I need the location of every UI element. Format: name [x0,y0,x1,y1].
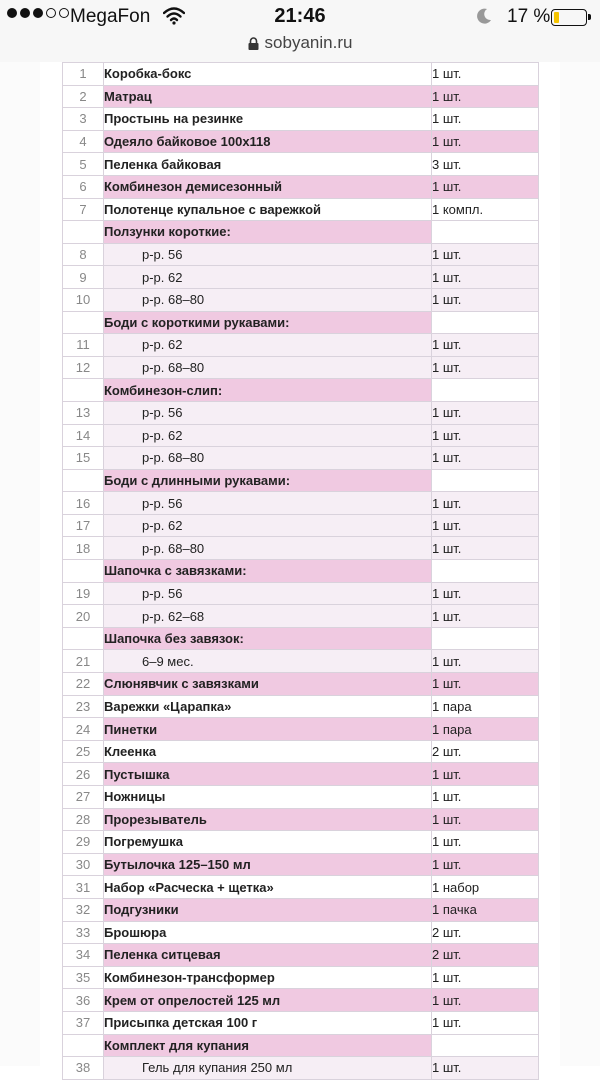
item-quantity: 1 шт. [432,989,539,1012]
item-name: р-р. 56 [104,492,432,515]
table-row [63,673,539,696]
row-number: 24 [63,718,104,741]
item-name: Комбинезон-слип: [104,379,432,402]
item-quantity: 1 шт. [432,288,539,311]
lock-icon [248,35,259,55]
table-row [63,1057,539,1080]
item-name: Бутылочка 125–150 мл [104,853,432,876]
row-number [63,627,104,650]
table-row [63,130,539,153]
table-row [63,786,539,809]
row-number: 26 [63,763,104,786]
row-number: 15 [63,447,104,470]
item-quantity: 1 шт. [432,424,539,447]
item-name: р-р. 68–80 [104,356,432,379]
item-quantity: 1 шт. [432,266,539,289]
item-name: Коробка-бокс [104,63,432,86]
table-row [63,63,539,86]
table-row [63,808,539,831]
item-quantity: 2 шт. [432,944,539,967]
table-row [63,718,539,741]
row-number: 14 [63,424,104,447]
table-row [63,740,539,763]
row-number [63,221,104,244]
table-row [63,492,539,515]
item-quantity: 1 пара [432,718,539,741]
item-quantity: 1 шт. [432,582,539,605]
row-number: 21 [63,650,104,673]
status-bar [0,0,600,62]
item-name: Ножницы [104,786,432,809]
row-number [63,311,104,334]
url-domain[interactable]: sobyanin.ru [264,33,353,52]
item-quantity: 1 шт. [432,175,539,198]
item-name: Крем от опрелостей 125 мл [104,989,432,1012]
item-name: р-р. 68–80 [104,537,432,560]
item-name: Простынь на резинке [104,108,432,131]
item-name: Гель для купания 250 мл [104,1057,432,1080]
row-number: 23 [63,695,104,718]
table-row [63,695,539,718]
row-number: 37 [63,1011,104,1034]
item-quantity: 1 шт. [432,763,539,786]
row-number: 8 [63,243,104,266]
item-name: Погремушка [104,831,432,854]
table-row [63,85,539,108]
item-name: Полотенце купальное с варежкой [104,198,432,221]
table-row [63,853,539,876]
row-number: 1 [63,63,104,86]
table-group-row [63,1034,539,1057]
item-quantity: 1 шт. [432,514,539,537]
row-number: 16 [63,492,104,515]
row-number: 31 [63,876,104,899]
carrier-name: MegaFon [70,6,151,27]
item-quantity: 1 шт. [432,85,539,108]
item-quantity [432,469,539,492]
table-group-row [63,311,539,334]
table-row [63,876,539,899]
item-quantity: 2 шт. [432,921,539,944]
row-number [63,1034,104,1057]
battery-level-fill [554,12,559,23]
table-row [63,108,539,131]
table-row [63,198,539,221]
item-quantity: 1 шт. [432,537,539,560]
do-not-disturb-moon-icon [475,7,493,31]
row-number: 7 [63,198,104,221]
item-name: р-р. 62 [104,334,432,357]
row-number: 34 [63,944,104,967]
row-number: 20 [63,605,104,628]
item-quantity: 1 шт. [432,108,539,131]
row-number: 19 [63,582,104,605]
item-name: Боди с длинными рукавами: [104,469,432,492]
page-content [0,62,600,1076]
item-name: Пинетки [104,718,432,741]
table-row [63,763,539,786]
item-quantity: 1 шт. [432,492,539,515]
table-row [63,288,539,311]
item-name: Присыпка детская 100 г [104,1011,432,1034]
row-number: 10 [63,288,104,311]
item-quantity: 1 шт. [432,63,539,86]
table-group-row [63,560,539,583]
row-number: 36 [63,989,104,1012]
item-quantity: 1 шт. [432,673,539,696]
item-name: Слюнявчик с завязками [104,673,432,696]
item-quantity: 2 шт. [432,740,539,763]
item-name: р-р. 62 [104,266,432,289]
table-group-row [63,221,539,244]
item-quantity [432,221,539,244]
item-name: Комбинезон демисезонный [104,175,432,198]
item-name: Клеенка [104,740,432,763]
item-name: Комбинезон-трансформер [104,966,432,989]
table-row [63,831,539,854]
table-row [63,175,539,198]
table-row [63,944,539,967]
item-name: Одеяло байковое 100х118 [104,130,432,153]
row-number: 28 [63,808,104,831]
row-number: 22 [63,673,104,696]
item-name: р-р. 68–80 [104,288,432,311]
table-row [63,650,539,673]
item-quantity: 1 пара [432,695,539,718]
table-row [63,605,539,628]
item-quantity: 3 шт. [432,153,539,176]
item-name: р-р. 62 [104,424,432,447]
item-name: Прорезыватель [104,808,432,831]
item-quantity [432,560,539,583]
row-number: 35 [63,966,104,989]
item-quantity: 1 шт. [432,808,539,831]
item-quantity: 1 компл. [432,198,539,221]
table-row [63,514,539,537]
table-group-row [63,469,539,492]
battery-percent: 17 % [507,6,551,27]
item-quantity: 1 шт. [432,130,539,153]
item-quantity: 1 шт. [432,356,539,379]
item-quantity: 1 шт. [432,1011,539,1034]
item-quantity: 1 шт. [432,786,539,809]
table-row [63,153,539,176]
item-quantity: 1 шт. [432,1057,539,1080]
item-name: р-р. 62–68 [104,605,432,628]
item-quantity: 1 пачка [432,898,539,921]
row-number: 18 [63,537,104,560]
table-row [63,537,539,560]
item-name: 6–9 мес. [104,650,432,673]
item-name: Пустышка [104,763,432,786]
row-number [63,469,104,492]
item-name: р-р. 56 [104,582,432,605]
table-row [63,243,539,266]
item-name: Набор «Расческа + щетка» [104,876,432,899]
item-quantity: 1 шт. [432,831,539,854]
row-number: 33 [63,921,104,944]
row-number [63,560,104,583]
item-name: Шапочка с завязками: [104,560,432,583]
item-name: р-р. 68–80 [104,447,432,470]
item-name: Комплект для купания [104,1034,432,1057]
item-quantity: 1 шт. [432,447,539,470]
page-margin-right [560,62,600,1066]
item-quantity: 1 шт. [432,243,539,266]
row-number: 25 [63,740,104,763]
battery-icon [551,9,587,26]
row-number: 9 [63,266,104,289]
row-number: 4 [63,130,104,153]
newborn-kit-table [62,62,539,1080]
row-number: 2 [63,85,104,108]
row-number: 3 [63,108,104,131]
row-number: 27 [63,786,104,809]
row-number: 38 [63,1057,104,1080]
row-number: 12 [63,356,104,379]
item-quantity [432,1034,539,1057]
table-row [63,1011,539,1034]
row-number: 30 [63,853,104,876]
item-quantity [432,379,539,402]
row-number: 5 [63,153,104,176]
table-row [63,424,539,447]
item-quantity: 1 шт. [432,650,539,673]
table-row [63,356,539,379]
row-number [63,379,104,402]
item-quantity [432,627,539,650]
clock: 21:46 [274,5,326,27]
row-number: 32 [63,898,104,921]
item-name: Шапочка без завязок: [104,627,432,650]
item-name: р-р. 56 [104,243,432,266]
item-quantity: 1 шт. [432,966,539,989]
item-name: Ползунки короткие: [104,221,432,244]
item-name: Брошюра [104,921,432,944]
table-row [63,401,539,424]
table-group-row [63,627,539,650]
item-name: Пеленка ситцевая [104,944,432,967]
item-name: р-р. 62 [104,514,432,537]
item-name: Подгузники [104,898,432,921]
row-number: 13 [63,401,104,424]
item-quantity [432,311,539,334]
item-quantity: 1 шт. [432,605,539,628]
table-row [63,582,539,605]
item-name: р-р. 56 [104,401,432,424]
item-quantity: 1 шт. [432,853,539,876]
item-quantity: 1 шт. [432,334,539,357]
row-number: 17 [63,514,104,537]
table-row [63,334,539,357]
item-name: Варежки «Царапка» [104,695,432,718]
address-bar[interactable] [0,33,600,55]
row-number: 6 [63,175,104,198]
row-number: 29 [63,831,104,854]
table-row [63,447,539,470]
table-row [63,266,539,289]
table-row [63,989,539,1012]
table-row [63,966,539,989]
item-quantity: 1 шт. [432,401,539,424]
table-row [63,898,539,921]
item-name: Боди с короткими рукавами: [104,311,432,334]
page-margin-left [0,62,40,1066]
item-quantity: 1 набор [432,876,539,899]
row-number: 11 [63,334,104,357]
item-name: Пеленка байковая [104,153,432,176]
table-group-row [63,379,539,402]
table-row [63,921,539,944]
item-name: Матрац [104,85,432,108]
